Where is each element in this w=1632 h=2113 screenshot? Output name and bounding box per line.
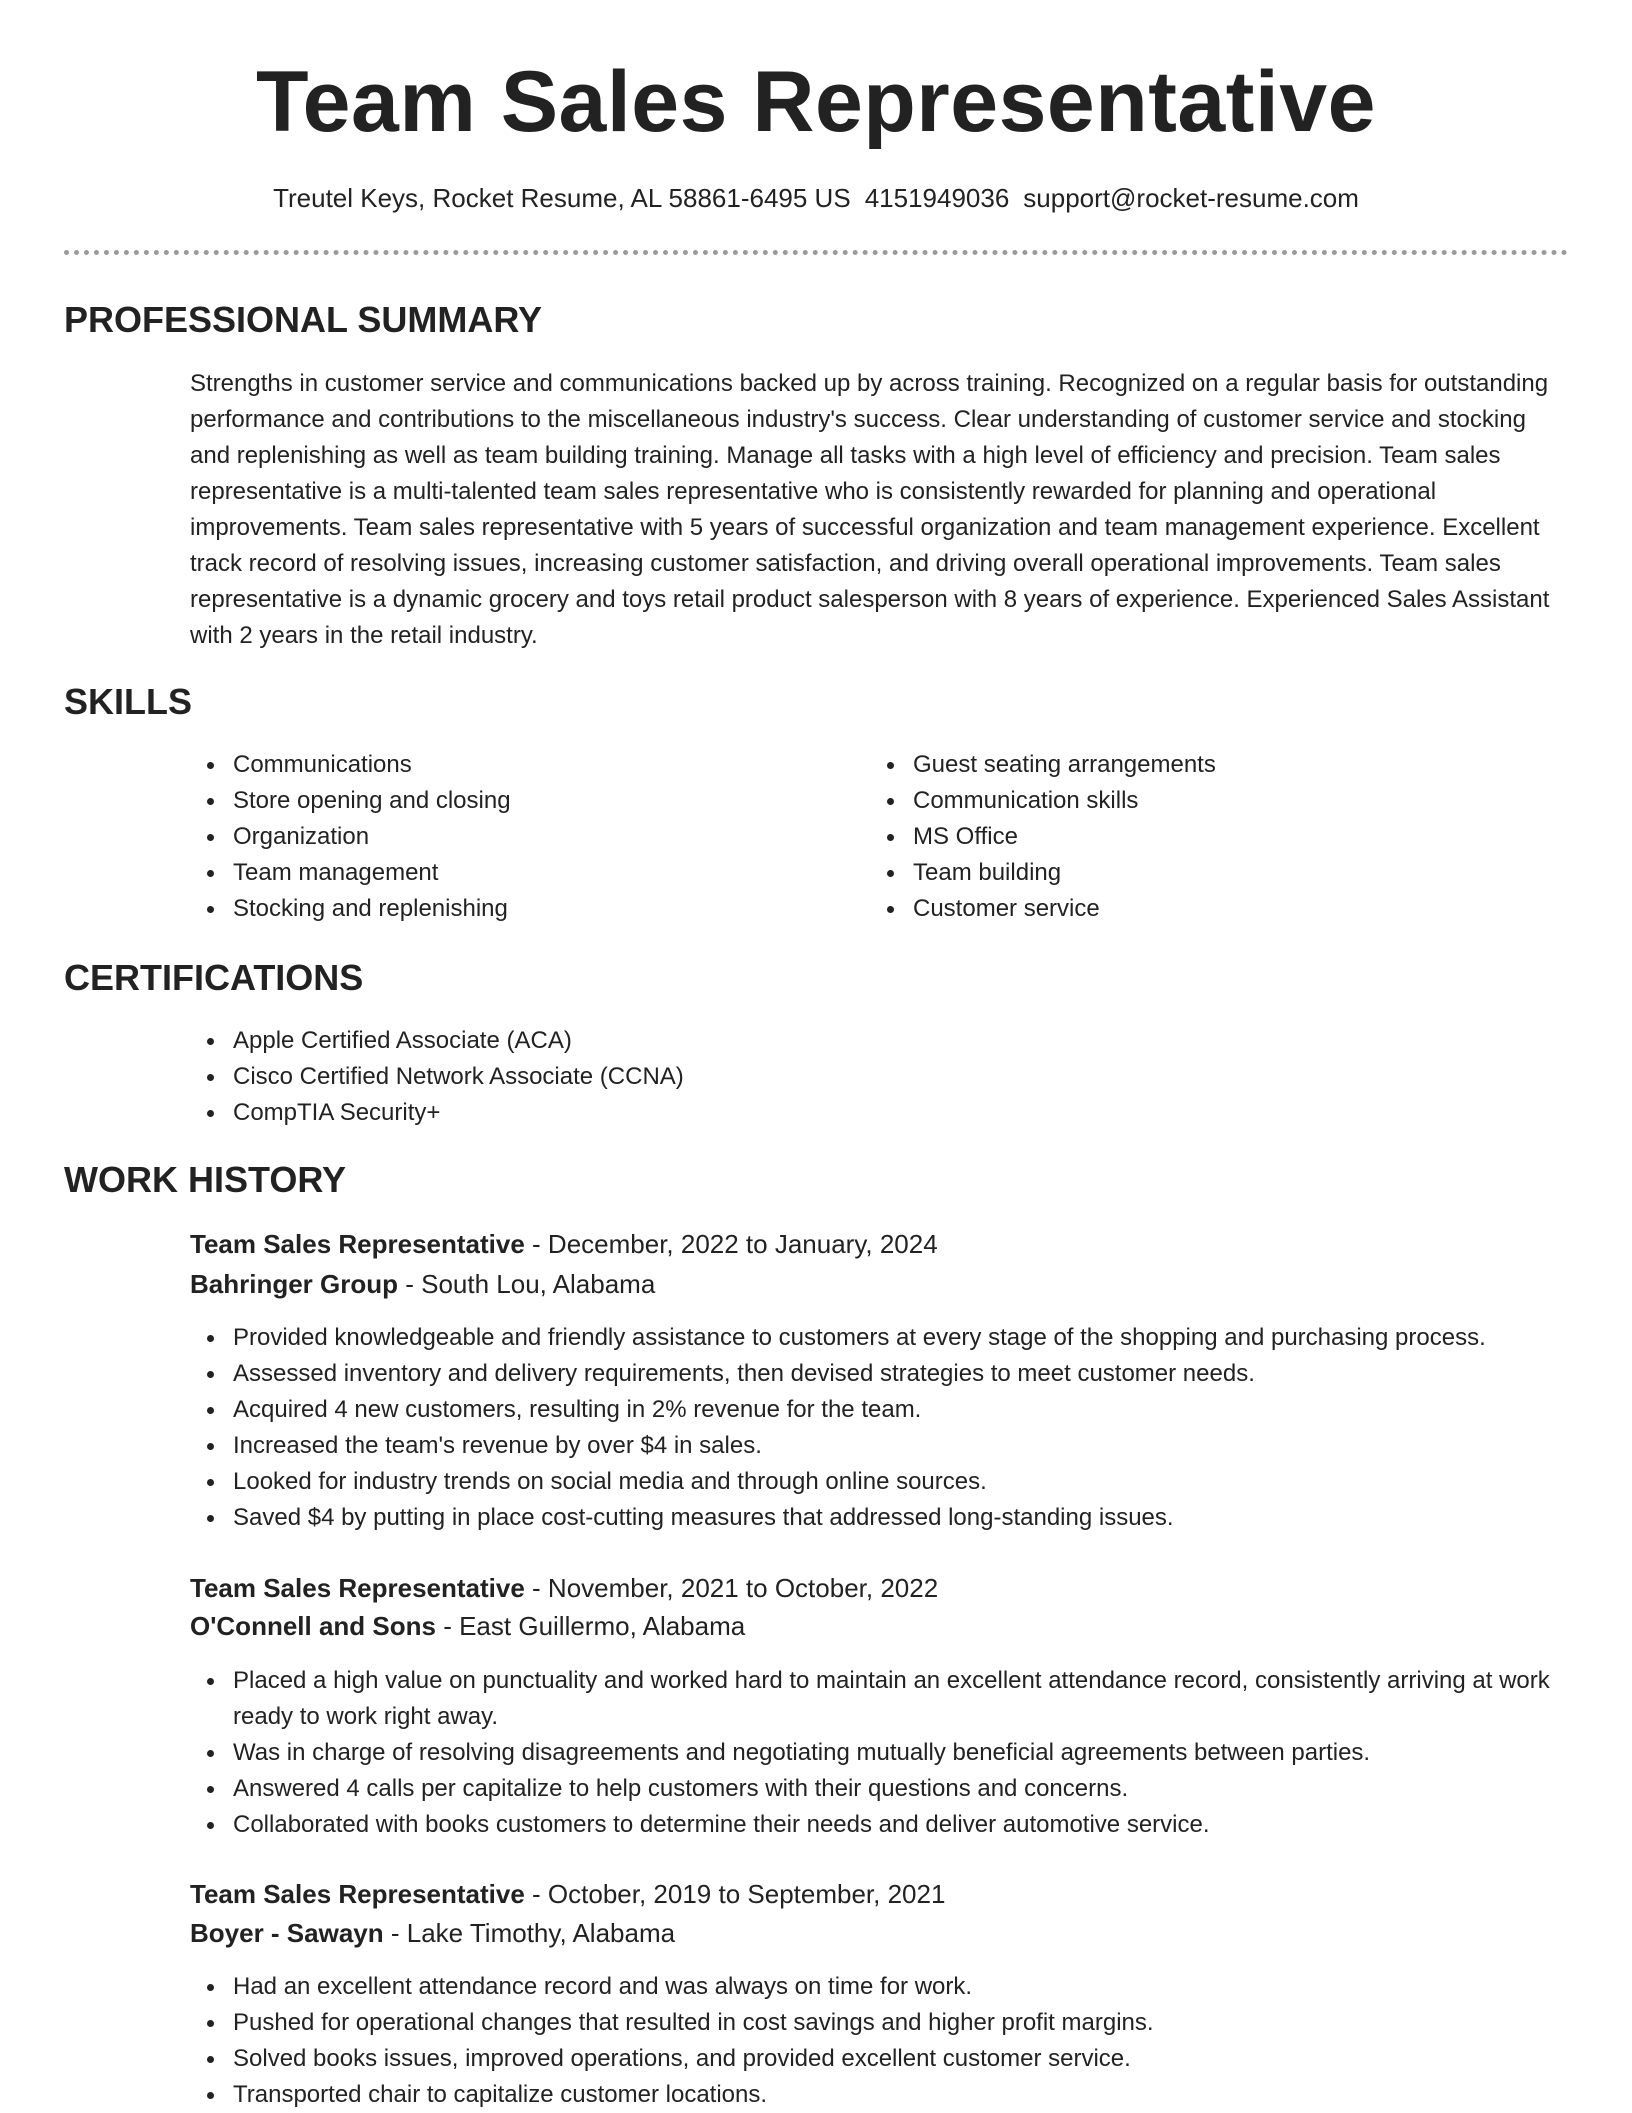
job-company-line — [190, 1915, 675, 1951]
job-location: - East Guillermo, Alabama — [435, 1611, 746, 1641]
skills-list-left — [190, 747, 830, 927]
summary-heading: PROFESSIONAL SUMMARY — [64, 299, 543, 340]
job-bullets — [190, 1969, 1570, 2113]
job-company-line — [190, 1608, 745, 1644]
job-bullet: Collaborated with books customers to determine their needs and deliver automotive service. — [190, 1807, 1570, 1843]
certifications-heading: CERTIFICATIONS — [64, 957, 364, 998]
job-bullets — [190, 1320, 1570, 1536]
skill-item: Store opening and closing — [190, 783, 830, 819]
job-title: Team Sales Representative — [190, 1573, 525, 1603]
job-bullets — [190, 1663, 1570, 1843]
certification-item: CompTIA Security+ — [190, 1095, 1570, 1131]
job-bullet: Acquired 4 new customers, resulting in 2% revenue for the team. — [190, 1392, 1570, 1428]
work-history-heading: WORK HISTORY — [64, 1159, 347, 1200]
summary-text: Strengths in customer service and communications backed up by across training. Recognized on a regular basis for outstanding performance and contributions to the miscellaneous industry's success. Clear understanding of customer service and stocking and replenishing as well as team building training. Manage all tasks with a high level of efficiency and precision. Team sales representative is a multi-talented team sales representative who is consistently rewarded for planning and operational improvements. Team sales representative with 5 years of successful organization and team management experience. Excellent track record of resolving issues, increasing customer satisfaction, and driving overall operational improvements. Team sales representative is a dynamic grocery and toys retail product salesperson with 8 years of experience. Experienced Sales Assistant with 2 years in the retail industry. — [190, 370, 1550, 649]
skill-item: Customer service — [870, 891, 1510, 927]
skill-item: Stocking and replenishing — [190, 891, 830, 927]
job-title-line — [190, 1226, 938, 1262]
job-company: Bahringer Group — [190, 1269, 399, 1299]
contact-info — [0, 180, 1632, 216]
skill-item: Guest seating arrangements — [870, 747, 1510, 783]
job-bullet: Assessed inventory and delivery requirements, then devised strategies to meet customer needs. — [190, 1356, 1570, 1392]
skill-item: Organization — [190, 819, 830, 855]
job-company: Boyer - Sawayn — [190, 1918, 384, 1948]
job-dates: - December, 2022 to January, 2024 — [524, 1229, 938, 1259]
job-title-line — [190, 1570, 938, 1606]
job-company: O'Connell and Sons — [190, 1611, 436, 1641]
job-title: Team Sales Representative — [190, 1229, 525, 1259]
header-divider — [64, 250, 1568, 255]
job-location: - Lake Timothy, Alabama — [383, 1918, 676, 1948]
job-location: - South Lou, Alabama — [398, 1269, 656, 1299]
job-bullet: Had an excellent attendance record and was always on time for work. — [190, 1969, 1570, 2005]
skill-item: MS Office — [870, 819, 1510, 855]
job-bullet: Placed a high value on punctuality and worked hard to maintain an excellent attendance record, consistently arriving at work ready to work right away. — [190, 1663, 1570, 1735]
job-bullet: Saved $4 by putting in place cost-cutting measures that addressed long-standing issues. — [190, 1500, 1570, 1536]
contact-email: support@rocket-resume.com — [1023, 183, 1359, 213]
job-bullet: Pushed for operational changes that resulted in cost savings and higher profit margins. — [190, 2005, 1570, 2041]
skill-item: Team management — [190, 855, 830, 891]
job-bullet: Was in charge of resolving disagreements and negotiating mutually beneficial agreements between parties. — [190, 1735, 1570, 1771]
skill-item: Communications — [190, 747, 830, 783]
job-title: Team Sales Representative — [190, 1879, 525, 1909]
page-title: Team Sales Representative — [256, 54, 1376, 150]
skill-item: Communication skills — [870, 783, 1510, 819]
job-bullet: Transported chair to capitalize customer locations. — [190, 2077, 1570, 2113]
certification-item: Apple Certified Associate (ACA) — [190, 1023, 1570, 1059]
job-bullet: Solved books issues, improved operations, and provided excellent customer service. — [190, 2041, 1570, 2077]
job-title-line — [190, 1876, 945, 1912]
job-company-line — [190, 1266, 655, 1302]
job-dates: - November, 2021 to October, 2022 — [524, 1573, 939, 1603]
skill-item: Team building — [870, 855, 1510, 891]
skills-heading: SKILLS — [64, 681, 193, 722]
job-bullet: Looked for industry trends on social media and through online sources. — [190, 1464, 1570, 1500]
contact-address: Treutel Keys, Rocket Resume, AL 58861-6495 US — [273, 183, 851, 213]
job-dates: - October, 2019 to September, 2021 — [524, 1879, 946, 1909]
certification-item: Cisco Certified Network Associate (CCNA) — [190, 1059, 1570, 1095]
job-bullet: Provided knowledgeable and friendly assistance to customers at every stage of the shopping and purchasing process. — [190, 1320, 1570, 1356]
skills-list-right — [870, 747, 1510, 927]
contact-phone: 4151949036 — [864, 183, 1010, 213]
job-bullet: Answered 4 calls per capitalize to help customers with their questions and concerns. — [190, 1771, 1570, 1807]
job-bullet: Increased the team's revenue by over $4 in sales. — [190, 1428, 1570, 1464]
certifications-list — [190, 1023, 1570, 1131]
